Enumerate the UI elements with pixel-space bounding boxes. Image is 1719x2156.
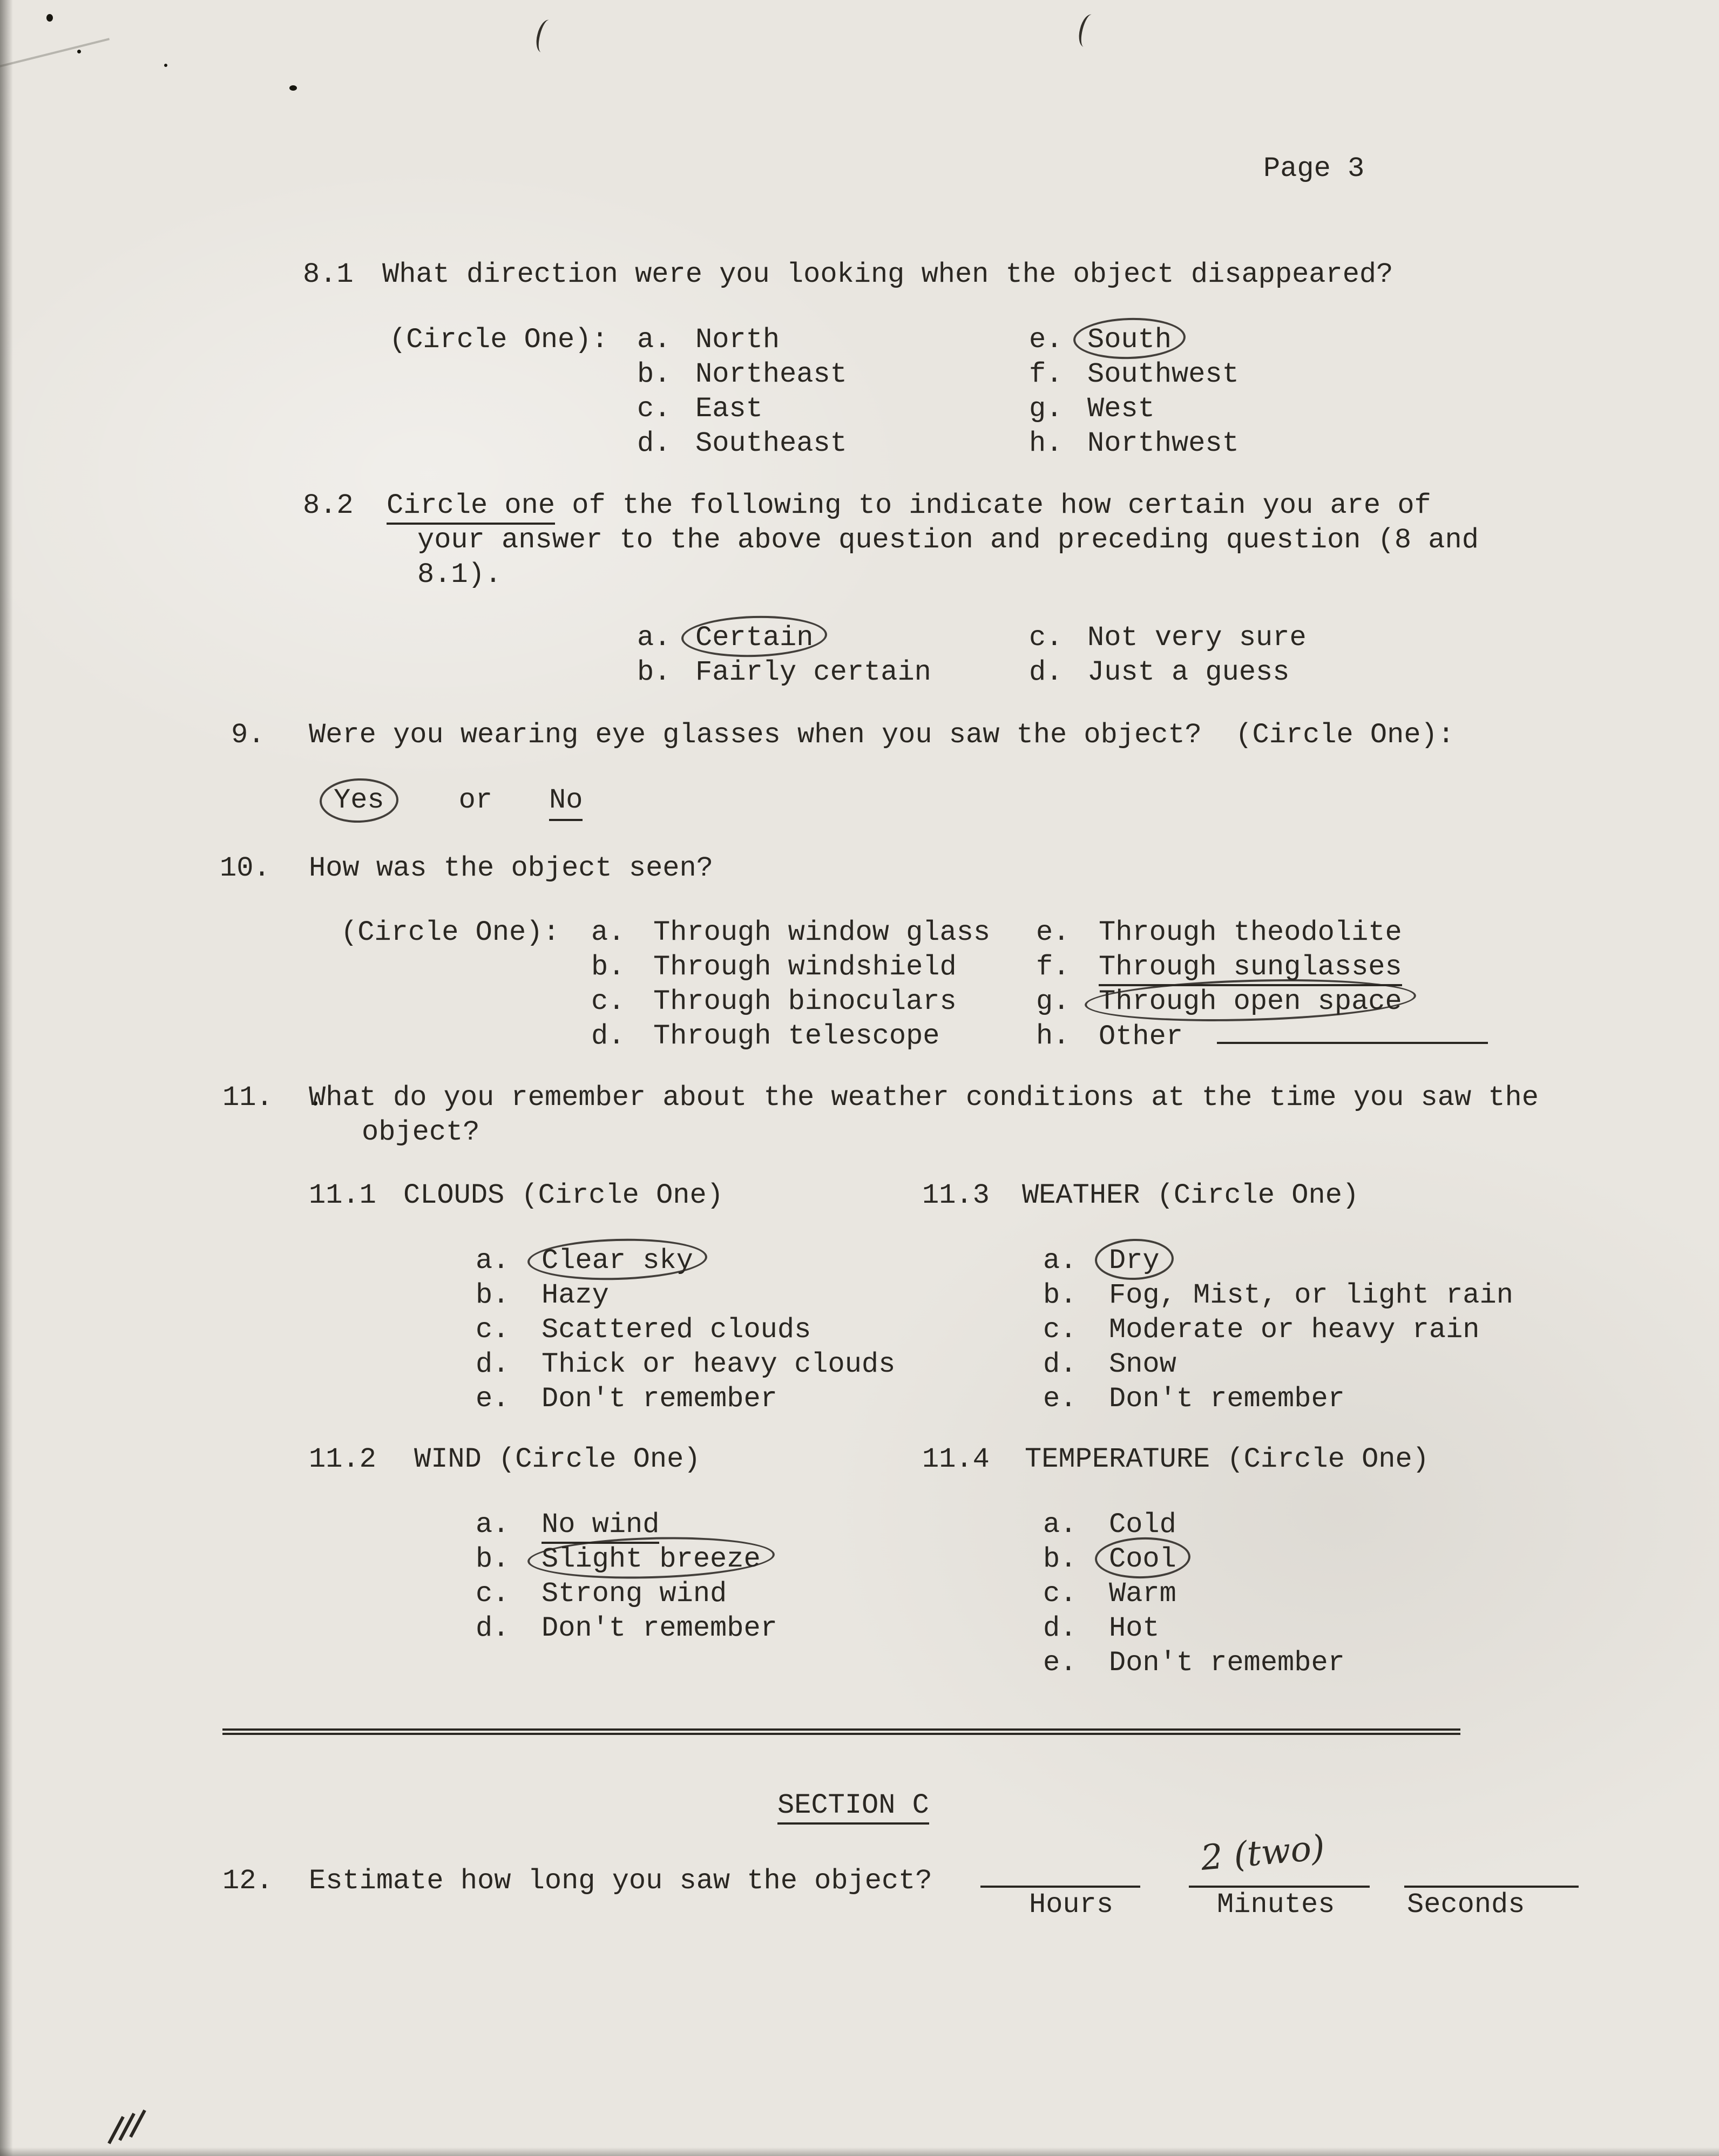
question-text: How was the object seen? xyxy=(309,852,713,884)
scan-pen-tick xyxy=(1076,12,1100,49)
option-label: Strong wind xyxy=(542,1578,727,1610)
option-letter: b. xyxy=(476,1279,510,1311)
answer-no: No xyxy=(549,783,583,821)
option-label: Warm xyxy=(1109,1578,1176,1610)
option-letter: e. xyxy=(476,1383,510,1415)
option-label: Don't remember xyxy=(542,1383,777,1415)
minutes-label: Minutes xyxy=(1217,1889,1335,1921)
option-label: Northwest xyxy=(1087,428,1239,459)
answer-yes: Yes xyxy=(334,784,384,816)
underlined-answer: Through sunglasses xyxy=(1099,951,1402,986)
subsection-number: 11.1 xyxy=(309,1179,376,1211)
subsection-title: WEATHER (Circle One) xyxy=(1022,1179,1359,1211)
question-text: Circle one of the following to indicate how certain you are of xyxy=(387,489,1431,523)
other-blank-line xyxy=(1217,1019,1488,1044)
circle-annotation xyxy=(334,783,384,821)
option-letter: b. xyxy=(591,951,625,983)
option-label: Cold xyxy=(1109,1509,1176,1541)
weather-subsections xyxy=(309,1178,1632,1718)
option-letter: d. xyxy=(1029,656,1063,688)
option-letter: c. xyxy=(591,986,625,1018)
option-letter: a. xyxy=(637,622,671,654)
option-label: Other xyxy=(1099,1019,1623,1054)
option-letter: h. xyxy=(1036,1020,1070,1052)
scan-slash-mark xyxy=(107,2116,125,2144)
option-label: Fairly certain xyxy=(695,656,931,688)
option-letter: d. xyxy=(591,1020,625,1052)
section-c-heading xyxy=(777,1788,929,1823)
question-8-1 xyxy=(303,257,1599,461)
option-letter: e. xyxy=(1043,1383,1077,1415)
option-letter: c. xyxy=(476,1578,510,1610)
subsection-title: TEMPERATURE (Circle One) xyxy=(1025,1443,1429,1475)
option-label xyxy=(542,1542,777,1577)
option-letter: a. xyxy=(637,324,671,356)
option-letter: h. xyxy=(1029,428,1063,459)
scan-pen-tick xyxy=(533,18,557,54)
question-text-line3: 8.1). xyxy=(417,559,502,591)
option-label xyxy=(1099,950,1623,985)
subsection-clouds-header xyxy=(309,1178,723,1213)
option-letter: f. xyxy=(1036,951,1070,983)
option-label: Don't remember xyxy=(1109,1647,1345,1679)
question-9 xyxy=(231,718,1581,821)
option-letter: d. xyxy=(1043,1348,1077,1380)
option-letter: g. xyxy=(1029,393,1063,425)
option-label: North xyxy=(695,324,780,356)
section-divider xyxy=(222,1728,1460,1735)
option-letter: a. xyxy=(476,1245,510,1277)
option-letter: d. xyxy=(637,428,671,459)
underlined-answer: No wind xyxy=(542,1509,659,1544)
circle-one-prefix: (Circle One): xyxy=(389,324,608,356)
weather-options xyxy=(1043,1244,1513,1416)
circle-annotation: Clear sky xyxy=(542,1244,693,1278)
option-label: Through window glass xyxy=(653,917,991,948)
scan-speck xyxy=(77,50,81,53)
question-number: 8.1 xyxy=(303,259,354,290)
option-label: Not very sure xyxy=(1087,622,1307,654)
question-text: Estimate how long you saw the object? xyxy=(309,1865,932,1897)
option-letter: c. xyxy=(637,393,671,425)
question-number: 10. xyxy=(220,852,270,884)
subsection-title: WIND (Circle One) xyxy=(414,1443,701,1475)
circle-annotation: Slight breeze xyxy=(542,1542,761,1577)
option-label: West xyxy=(1087,393,1155,425)
circle-one-prefix: (Circle One): xyxy=(341,917,560,948)
circle-annotation: Cool xyxy=(1109,1542,1176,1577)
question-text: Were you wearing eye glasses when you saw the object? (Circle One): xyxy=(309,719,1454,751)
option-label: Through theodolite xyxy=(1099,917,1402,948)
underlined-phrase: Circle one xyxy=(387,490,555,525)
question-number: 12. xyxy=(222,1865,273,1897)
option-label: Through binoculars xyxy=(653,986,957,1018)
option-letter: a. xyxy=(1043,1245,1077,1277)
subsection-wind-header xyxy=(309,1442,701,1477)
seconds-blank-line xyxy=(1404,1864,1579,1888)
option-label xyxy=(1109,1244,1513,1278)
section-c-title: SECTION C xyxy=(777,1789,929,1825)
option-letter: e. xyxy=(1036,917,1070,948)
option-label: Southeast xyxy=(695,428,847,459)
option-label: Don't remember xyxy=(542,1612,777,1644)
option-letter: g. xyxy=(1036,986,1070,1018)
scan-speck xyxy=(289,85,297,91)
scan-left-edge-shadow xyxy=(0,0,13,2156)
option-label: Southwest xyxy=(1087,358,1239,390)
question-8-2 xyxy=(303,489,1599,690)
option-letter: b. xyxy=(476,1543,510,1575)
option-letter: c. xyxy=(1043,1314,1077,1346)
option-label xyxy=(1087,323,1599,357)
option-letter: c. xyxy=(1029,622,1063,654)
option-letter: b. xyxy=(1043,1279,1077,1311)
option-label: Hazy xyxy=(542,1279,609,1311)
option-letter: c. xyxy=(476,1314,510,1346)
question-number: 8.2 xyxy=(303,490,354,521)
option-letter: c. xyxy=(1043,1578,1077,1610)
option-letter: e. xyxy=(1029,324,1063,356)
question-10-options xyxy=(341,916,1623,1054)
option-letter: b. xyxy=(637,358,671,390)
question-text: What direction were you looking when the object disappeared? xyxy=(382,259,1393,290)
page-number: Page 3 xyxy=(1263,153,1365,185)
question-text-line2: your answer to the above question and preceding question (8 and xyxy=(417,524,1479,556)
subsection-temperature-header xyxy=(922,1442,1429,1477)
circle-annotation: Through open space xyxy=(1099,985,1402,1019)
option-label: Snow xyxy=(1109,1348,1176,1380)
option-label: Just a guess xyxy=(1087,656,1290,688)
hours-blank-line xyxy=(980,1864,1140,1888)
option-letter: d. xyxy=(476,1612,510,1644)
question-8-1-options xyxy=(389,323,1599,461)
option-letter: a. xyxy=(591,917,625,948)
option-label xyxy=(695,621,1029,655)
circle-annotation: South xyxy=(1087,323,1172,357)
hours-label: Hours xyxy=(1029,1889,1114,1921)
option-letter: a. xyxy=(476,1509,510,1541)
subsection-number: 11.4 xyxy=(922,1443,990,1475)
question-text-line2: object? xyxy=(362,1116,480,1148)
option-letter: d. xyxy=(476,1348,510,1380)
clouds-options xyxy=(476,1244,895,1416)
subsection-number: 11.3 xyxy=(922,1179,990,1211)
scan-fold-line xyxy=(0,38,110,70)
question-8-2-options xyxy=(637,621,1599,690)
question-text: What do you remember about the weather conditions at the time you saw the xyxy=(309,1082,1539,1114)
question-11 xyxy=(222,1081,1626,1150)
scan-speck xyxy=(46,14,53,22)
question-12 xyxy=(222,1828,1653,2004)
subsection-number: 11.2 xyxy=(309,1443,376,1475)
question-number: 11. xyxy=(222,1082,273,1114)
option-letter: b. xyxy=(1043,1543,1077,1575)
conjunction-or: or xyxy=(458,784,493,816)
option-label: Don't remember xyxy=(1109,1383,1345,1415)
option-label: Thick or heavy clouds xyxy=(542,1348,896,1380)
option-label xyxy=(542,1244,895,1278)
option-label: Fog, Mist, or light rain xyxy=(1109,1279,1513,1311)
handwritten-minutes-entry: 2 (two) xyxy=(1199,1828,1327,1879)
subsection-weather-header xyxy=(922,1178,1359,1213)
option-label: Northeast xyxy=(695,358,847,390)
option-letter: a. xyxy=(1043,1509,1077,1541)
question-10 xyxy=(220,851,1623,1054)
temperature-options xyxy=(1043,1508,1345,1680)
scan-speck xyxy=(164,64,167,67)
option-label: Through telescope xyxy=(653,1020,940,1052)
scan-bottom-edge-shadow xyxy=(0,2147,1719,2156)
question-number: 9. xyxy=(231,719,265,751)
option-label: Moderate or heavy rain xyxy=(1109,1314,1480,1346)
option-label: East xyxy=(695,393,763,425)
option-letter: f. xyxy=(1029,358,1063,390)
subsection-title: CLOUDS (Circle One) xyxy=(403,1179,723,1211)
option-label: Scattered clouds xyxy=(542,1314,811,1346)
wind-options xyxy=(476,1508,777,1646)
option-label xyxy=(1109,1542,1345,1577)
option-label: Hot xyxy=(1109,1612,1160,1644)
option-letter: d. xyxy=(1043,1612,1077,1644)
option-label xyxy=(1099,985,1623,1019)
circle-annotation: Certain xyxy=(695,621,813,655)
option-letter: b. xyxy=(637,656,671,688)
circle-annotation: Dry xyxy=(1109,1244,1160,1278)
option-letter: e. xyxy=(1043,1647,1077,1679)
option-label: Through windshield xyxy=(653,951,957,983)
seconds-label: Seconds xyxy=(1407,1889,1525,1921)
